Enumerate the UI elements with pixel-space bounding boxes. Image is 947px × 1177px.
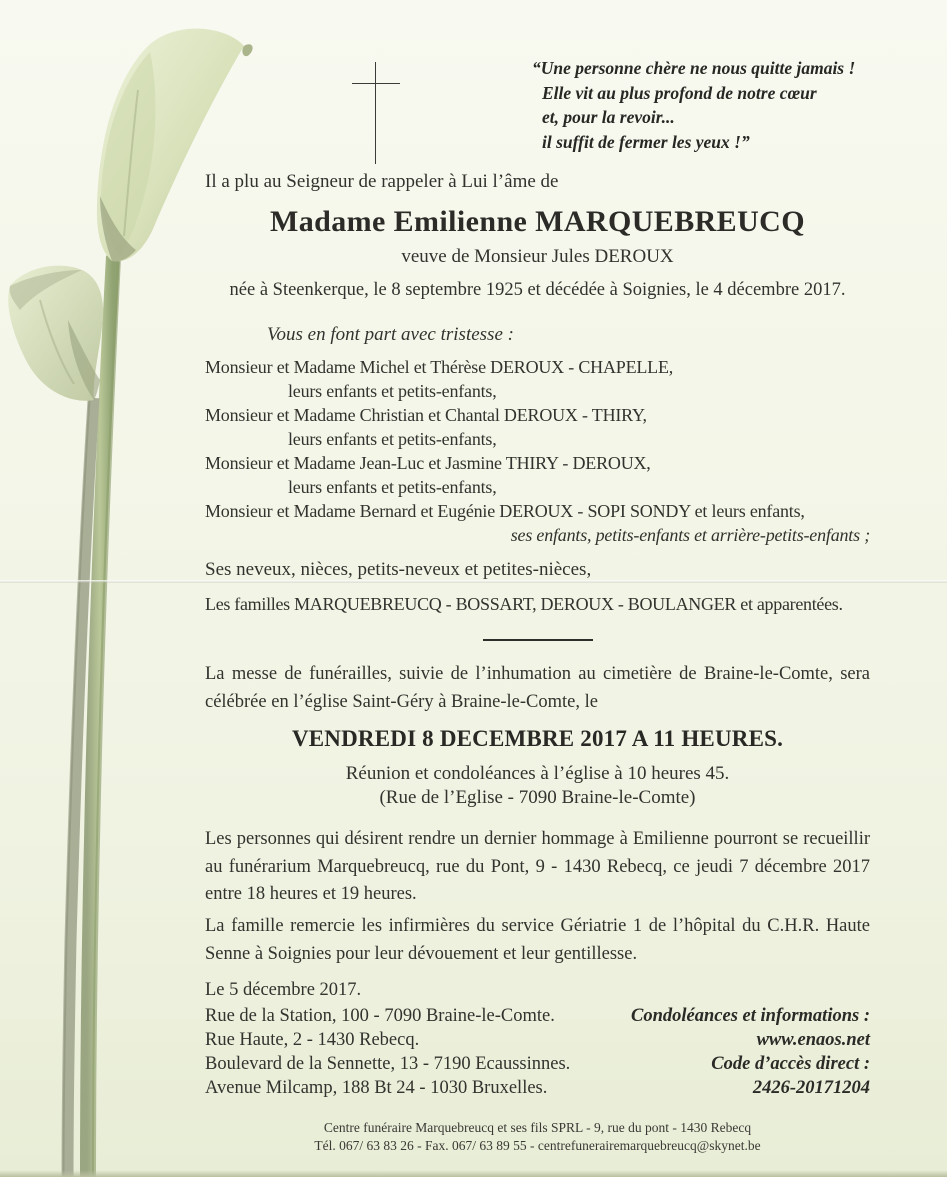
access-code-label: Code d’accès direct : [711, 1054, 870, 1074]
cross-vertical-bar [375, 62, 376, 164]
family-address: Rue Haute, 2 - 1430 Rebecq. [205, 1030, 420, 1050]
condolences-website: www.enaos.net [756, 1030, 870, 1050]
section-divider [483, 639, 593, 641]
funeral-home-contact-line: Tél. 067/ 63 83 26 - Fax. 067/ 63 89 55 - centrefunerairemarquebreucq@skynet.be [314, 1138, 761, 1153]
announcement-heading: Vous en font part avec tristesse : [267, 324, 514, 345]
family-address: Boulevard de la Sennette, 13 - 7190 Ecaussinnes. [205, 1054, 571, 1074]
relatives-line: Ses neveux, nièces, petits-neveux et petites-nièces, [205, 559, 592, 580]
intro-line: Il a plu au Seigneur de rappeler à Lui l’âme de [205, 171, 559, 192]
church-address-line: (Rue de l’Eglise - 7090 Braine-le-Comte) [379, 787, 696, 808]
condolences-label: Condoléances et informations : [631, 1006, 870, 1026]
funeral-home-line: Centre funéraire Marquebreucq et ses fils SPRL - 9, rue du pont - 1430 Rebecq [323, 1120, 752, 1135]
memorial-quote [532, 56, 855, 154]
deceased-relation: veuve de Monsieur Jules DEROUX [401, 246, 674, 267]
address-row [205, 1052, 870, 1076]
address-row [205, 1004, 870, 1028]
descendants-line: ses enfants, petits-enfants et arrière-petits-enfants ; [510, 525, 870, 545]
address-row [205, 1076, 870, 1100]
deceased-name: Madame Emilienne MARQUEBREUCQ [270, 205, 805, 238]
thanks-paragraph: La famille remercie les infirmières du service Gériatrie 1 de l’hôpital du C.H.R. Haute Senne à Soignies pour leur dévouement et leur gentillesse. [205, 916, 870, 964]
birth-death-line: née à Steenkerque, le 8 septembre 1925 et décédée à Soignies, le 4 décembre 2017. [229, 280, 846, 300]
scan-bottom-edge [0, 1170, 947, 1177]
access-code-value: 2426-20171204 [752, 1078, 870, 1098]
family-address: Avenue Milcamp, 188 Bt 24 - 1030 Bruxelles. [205, 1078, 548, 1098]
quote-line: il suffit de fermer les yeux !” [542, 131, 750, 152]
family-member-line: Monsieur et Madame Bernard et Eugénie DEROUX - SOPI SONDY et leurs enfants, [205, 501, 805, 521]
family-member-line: Monsieur et Madame Christian et Chantal DEROUX - THIRY, [205, 405, 647, 425]
ceremony-paragraph: La messe de funérailles, suivie de l’inhumation au cimetière de Braine-le-Comte, sera célébrée en l’église Saint-Géry à Braine-le-Comte, le [205, 664, 870, 712]
quote-line: Elle vit au plus profond de notre cœur [542, 82, 817, 103]
family-children-line: leurs enfants et petits-enfants, [288, 429, 497, 449]
ceremony-meeting-line: Réunion et condoléances à l’église à 10 heures 45. [345, 763, 730, 784]
ceremony-datetime: VENDREDI 8 DECEMBRE 2017 A 11 HEURES. [291, 726, 784, 751]
family-address: Rue de la Station, 100 - 7090 Braine-le-Comte. [205, 1006, 555, 1026]
fold-crease [0, 580, 947, 583]
family-children-line: leurs enfants et petits-enfants, [288, 477, 497, 497]
announcement-date: Le 5 décembre 2017. [205, 980, 362, 1000]
address-row [205, 1028, 870, 1052]
family-list [205, 355, 870, 547]
family-children-line: leurs enfants et petits-enfants, [288, 381, 497, 401]
visitation-paragraph: Les personnes qui désirent rendre un dernier hommage à Emilienne pourront se recueillir au funérarium Marquebreucq, rue du Pont, 9 - 1430 Rebecq, ce jeudi 7 décembre 2017 entre 18 heures et 19 heures. [205, 829, 870, 904]
families-line: Les familles MARQUEBREUCQ - BOSSART, DEROUX - BOULANGER et apparentées. [205, 594, 843, 614]
family-member-line: Monsieur et Madame Michel et Thérèse DEROUX - CHAPELLE, [205, 357, 674, 377]
quote-line: et, pour la revoir... [542, 107, 675, 127]
quote-line: “Une personne chère ne nous quitte jamais ! [532, 58, 856, 78]
family-member-line: Monsieur et Madame Jean-Luc et Jasmine THIRY - DEROUX, [205, 453, 651, 473]
cross-horizontal-bar [352, 83, 400, 84]
